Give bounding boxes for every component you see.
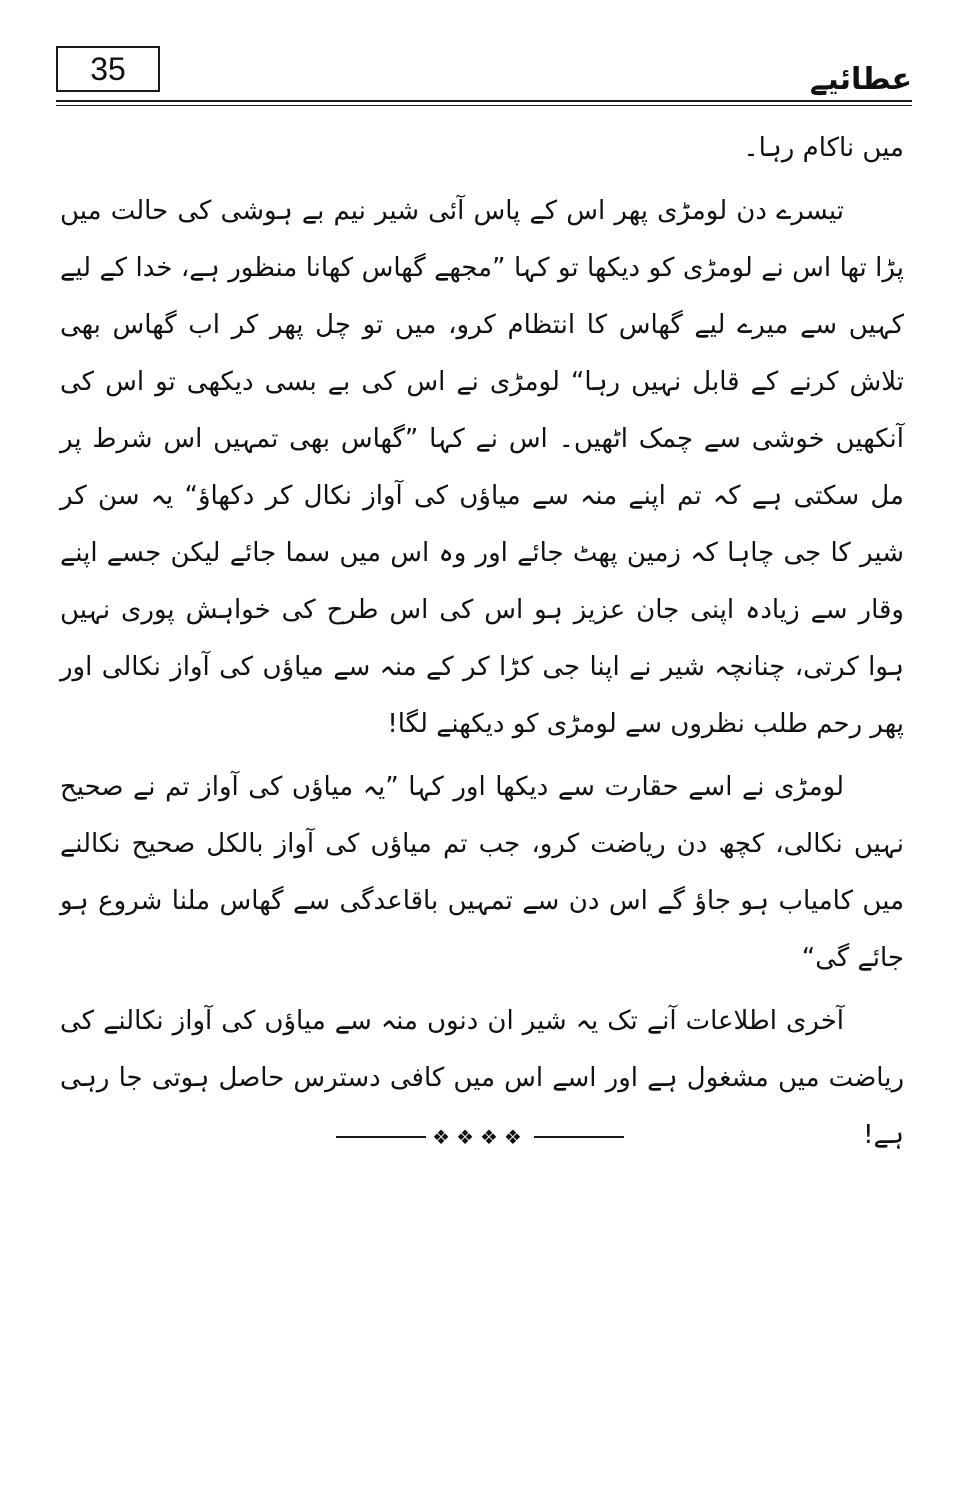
paragraph-4: آخری اطلاعات آنے تک یہ شیر ان دنوں منہ سے میاؤں کی آواز نکالنے کی ریاضت میں مشغول ہے اور اسے اس میں کافی دسترس حاصل ہوتی جا رہی ہے!	[60, 1006, 904, 1150]
paragraph-3: لومڑی نے اسے حقارت سے دیکھا اور کہا ”یہ میاؤں کی آواز تم نے صحیح نہیں نکالی، کچھ دن ریاضت کرو، جب تم میاؤں کی آواز بالکل صحیح نکالنے میں کامیاب ہو جاؤ گے اس دن سے تمہیں باقاعدگی سے گھاس ملنا شروع ہو جائے گی“	[60, 772, 904, 973]
section-end-ornament	[330, 1122, 630, 1152]
header-rule	[56, 100, 912, 102]
paragraph-2: تیسرے دن لومڑی پھر اس کے پاس آئی شیر نیم بے ہوشی کی حالت میں پڑا تھا اس نے لومڑی کو دیکھا تو کہا ”مجھے گھاس کھانا منظور ہے، خدا کے لیے کہیں سے میرے لیے گھاس کا انتظام کرو، میں تو چل پھر کر اب گھاس بھی تلاش کرنے کے قابل نہیں رہا“ لومڑی نے اس کی بے بسی دیکھی تو اس کی آنکھیں خوشی سے چمک اٹھیں۔ اس نے کہا ”گھاس بھی تمہیں اس شرط پر مل سکتی ہے کہ تم اپنے منہ سے میاؤں کی آواز نکال کر دکھاؤ“ یہ سن کر شیر کا جی چاہا کہ زمین پھٹ جائے اور وہ اس میں سما جائے لیکن جسے اپنے وقار سے زیادہ اپنی جان عزیز ہو اس کی اس طرح کی خواہش پوری نہیں ہوا کرتی، چنانچہ شیر نے اپنا جی کڑا کر کے منہ سے میاؤں کی آواز نکالی اور پھر رحم طلب نظروں سے لومڑی کو دیکھنے لگا!	[60, 196, 904, 739]
page-number-text: 35	[90, 50, 126, 87]
paragraph-1: میں ناکام رہا۔	[743, 133, 904, 163]
body-text	[60, 120, 904, 1170]
running-title: عطائیے	[809, 62, 912, 97]
header-rule-thin	[56, 105, 912, 106]
ornament-diamond-icon: ❖❖❖❖	[432, 1125, 528, 1149]
ornament-line-right	[534, 1136, 624, 1138]
page-number	[56, 46, 160, 92]
ornament-line-left	[336, 1136, 426, 1138]
